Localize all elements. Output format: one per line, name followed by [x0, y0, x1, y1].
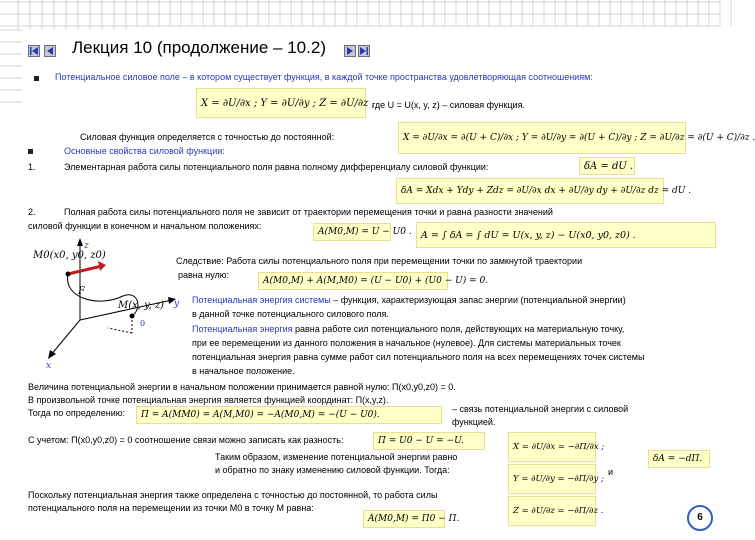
formula-energy-difference: П = U0 − U = −U.	[373, 432, 485, 450]
first-slide-button[interactable]	[28, 45, 40, 57]
potential-energy-term-2: Потенциальная энергия	[192, 324, 293, 334]
force-function-constant: Силовая функция определяется с точностью до постоянной:	[80, 132, 335, 142]
potential-energy-def-2-cont3: в начальное положение.	[192, 366, 295, 376]
potential-energy-def-2-cont1: при ее перемещении из данного положения в начальное (нулевое). Для системы материальных точек	[192, 338, 621, 348]
bullet	[34, 76, 39, 81]
x-label: x	[46, 361, 52, 371]
potential-energy-term: Потенциальная энергия системы	[192, 295, 331, 305]
formula-full-work: A(M0,M) = U − U0 .	[313, 223, 391, 241]
formula-elementary-work: δA = Xdx + Ydy + Zdz = ∂U/∂x dx + ∂U/∂y dy + ∂U/∂z dz = dU .	[396, 178, 664, 204]
property-2-text: Полная работа силы потенциального поля не зависит от траектории перемещения точки и равна разности значений	[64, 207, 553, 217]
properties-heading: Основные свойства силовой функции:	[64, 146, 225, 156]
energy-function-of-coords: В произвольной точке потенциальная энергия является функцией координат: П(x,y,z).	[28, 395, 389, 405]
z-label: z	[84, 241, 89, 251]
potential-energy-def-2: равна работе сил потенциального поля, действующих на материальную точку,	[292, 324, 625, 334]
trajectory-figure	[28, 238, 198, 373]
by-definition: Тогда по определению:	[28, 408, 125, 418]
origin-label: 0	[140, 319, 146, 328]
relation-note-cont: функцией.	[452, 417, 496, 427]
property-1-text: Элементарная работа силы потенциального поля равна полному дифференциалу силовой функции:	[64, 162, 489, 172]
item-number-2: 2.	[28, 207, 36, 217]
final-text-cont: потенциального поля на перемещении из точки M0 в точку M равна:	[28, 503, 314, 513]
m-label: M(x, y, z)	[118, 300, 164, 311]
formula-z-component: Z = ∂U/∂z = −∂П/∂z .	[508, 496, 596, 526]
potential-energy-def-2-cont2: потенциальная энергия равна сумме работ сил потенциального поля на всех перемещениях точек системы	[192, 352, 645, 362]
potential-energy-def-cont: в данной точке потенциального силового поля.	[192, 309, 389, 319]
first-slide-icon	[29, 46, 39, 56]
paragraph-potential-field: Потенциальное силовое поле – в котором существует функция, в каждой точке пространства удовлетворяющая соотношениям:	[55, 72, 593, 82]
x-axis	[50, 320, 80, 356]
formula-final-work: A(M0,M) = П0 − П.	[363, 510, 445, 528]
bullet	[28, 149, 33, 154]
m0-label: M0(x0, y0, z0)	[33, 250, 106, 261]
force-vector	[68, 266, 102, 274]
final-text: Поскольку потенциальная энергия также определена с точностью до постоянной, то работа силы	[28, 490, 438, 500]
formula-constant: X = ∂U/∂x = ∂(U + C)/∂x ; Y = ∂U/∂y = ∂(U + C)/∂y ; Z = ∂U/∂z = ∂(U + C)/∂z .	[398, 122, 686, 154]
conclusion-text: Таким образом, изменение потенциальной энергии равно	[215, 452, 458, 462]
conclusion-text-cont: и обратно по знаку изменению силовой функции. Тогда:	[215, 465, 450, 475]
prev-slide-icon	[45, 46, 55, 56]
property-2-text-cont: силовой функции в конечном и начальном положениях:	[28, 221, 262, 231]
formula-field-components: X = ∂U/∂x ; Y = ∂U/∂y ; Z = ∂U/∂z ,	[196, 88, 366, 118]
next-slide-icon	[345, 46, 355, 56]
potential-energy-def: – функция, характеризующая запас энергии (потенциальной энергии)	[330, 295, 626, 305]
formula-dA-dU: δA = dU .	[579, 157, 635, 175]
last-slide-icon	[359, 46, 369, 56]
corollary-text-cont: равна нулю:	[178, 270, 230, 280]
formula-x-component: X = ∂U/∂x = −∂П/∂x ;	[508, 432, 596, 462]
formula-dA-minus-dP: δA = −dП.	[648, 450, 710, 468]
next-slide-button[interactable]	[344, 45, 356, 57]
force-function-note: где U = U(x, y, z) – силовая функция.	[372, 100, 525, 110]
corollary-text: Следствие: Работа силы потенциального поля при перемещении точки по замкнутой траектории	[176, 256, 583, 266]
relation-note: – связь потенциальной энергии с силовой	[452, 404, 629, 414]
y-label: y	[174, 299, 180, 309]
slide-title: Лекция 10 (продолжение – 10.2)	[72, 38, 326, 57]
prev-slide-button[interactable]	[44, 45, 56, 57]
formula-work-integral: A = ∫ δA = ∫ dU = U(x, y, z) − U(x0, y0, z0) .	[416, 222, 716, 248]
difference-relation: С учетом: П(x0,y0,z0) = 0 соотношение связи можно записать как разность:	[28, 435, 344, 445]
force-label: F	[78, 286, 85, 297]
last-slide-button[interactable]	[358, 45, 370, 57]
formula-y-component: Y = ∂U/∂y = −∂П/∂y ;	[508, 464, 596, 494]
formula-energy-definition: П = A(MM0) = A(M,M0) = −A(M0,M) = −(U − U0).	[136, 406, 442, 424]
page-number: 6	[687, 505, 713, 531]
formula-closed-path: A(M0,M) + A(M,M0) = (U − U0) + (U0 − U) = 0.	[258, 272, 448, 290]
initial-energy-zero: Величина потенциальной энергии в начальном положении принимается равной нулю: П(x0,y0,z0) = 0.	[28, 382, 456, 392]
and-word: и	[608, 467, 614, 477]
item-number-1: 1.	[28, 162, 36, 172]
